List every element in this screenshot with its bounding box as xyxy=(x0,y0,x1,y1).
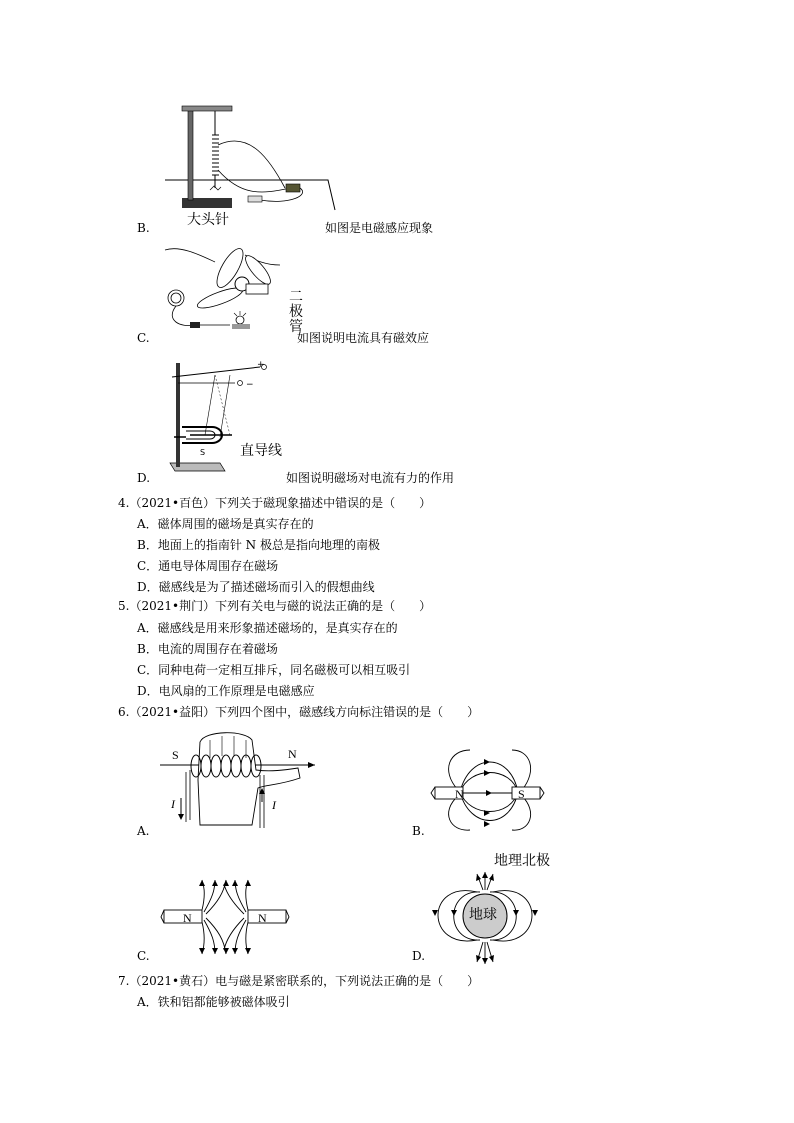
q5-stem: 5.（2021•荆门）下列有关电与磁的说法正确的是（ ） xyxy=(118,599,432,613)
label-6a-s: S xyxy=(172,748,179,762)
option-label-d: D. xyxy=(137,471,151,485)
q4-option-c: C．通电导体周围存在磁场 xyxy=(137,559,279,573)
q6-option-label-b: B. xyxy=(412,824,425,838)
label-6a-i-left: I xyxy=(171,797,175,811)
svg-text:S: S xyxy=(200,448,206,457)
label-6a-i-right: I xyxy=(272,798,276,812)
q4-option-a: A．磁体周围的磁场是真实存在的 xyxy=(137,517,314,531)
figure-ns-magnets xyxy=(430,750,550,830)
label-6b-s: S xyxy=(518,787,525,801)
label-6c-n-left: N xyxy=(183,911,192,925)
option-label-c: C. xyxy=(137,331,150,345)
q5-option-a: A．磁感线是用来形象描述磁场的，是真实存在的 xyxy=(137,621,398,635)
label-6a-n: N xyxy=(288,747,297,761)
label-6b-n: N xyxy=(455,787,464,801)
figure-fan-generator-diode xyxy=(160,240,285,335)
q7-stem: 7.（2021•黄石）电与磁是紧密联系的，下列说法正确的是（ ） xyxy=(118,974,480,988)
label-6c-n-right: N xyxy=(258,911,267,925)
figure-caption-pins: 大头针 xyxy=(187,212,229,228)
q5-option-c: C．同种电荷一定相互排斥，同名磁极可以相互吸引 xyxy=(137,663,411,677)
option-text-d: 如图说明磁场对电流有力的作用 xyxy=(286,471,455,485)
q7-option-a: A．铁和铝都能够被磁体吸引 xyxy=(137,995,290,1009)
figure-solenoid-right-hand xyxy=(160,730,320,830)
q6-option-label-c: C. xyxy=(137,949,150,963)
figure-caption-wire: 直导线 xyxy=(240,443,282,459)
option-text-b: 如图是电磁感应现象 xyxy=(325,221,434,235)
label-6d-north-pole: 地理北极 xyxy=(494,853,550,869)
figure-caption-diode: 二极管 xyxy=(289,289,303,335)
q6-stem: 6.（2021•益阳）下列四个图中，磁感线方向标注错误的是（ ） xyxy=(118,705,480,719)
q5-option-d: D．电风扇的工作原理是电磁感应 xyxy=(137,684,315,698)
label-6d-earth: 地球 xyxy=(469,907,497,923)
svg-text:+: + xyxy=(257,360,265,370)
q6-option-label-d: D. xyxy=(412,949,426,963)
q4-stem: 4.（2021•百色）下列关于磁现象描述中错误的是（ ） xyxy=(118,496,432,510)
figure-electromagnet-pins xyxy=(160,100,335,220)
q6-option-label-a: A. xyxy=(137,824,150,838)
option-text-c: 如图说明电流具有磁效应 xyxy=(297,331,430,345)
q4-option-d: D．磁感线是为了描述磁场而引入的假想曲线 xyxy=(137,580,375,594)
figure-nn-magnets xyxy=(160,878,290,958)
option-label-b: B. xyxy=(137,221,150,235)
svg-text:−: − xyxy=(246,380,254,390)
figure-wire-in-magnet xyxy=(160,355,270,480)
q5-option-b: B．电流的周围存在着磁场 xyxy=(137,642,278,656)
q4-option-b: B．地面上的指南针 N 极总是指向地理的南极 xyxy=(137,538,380,552)
